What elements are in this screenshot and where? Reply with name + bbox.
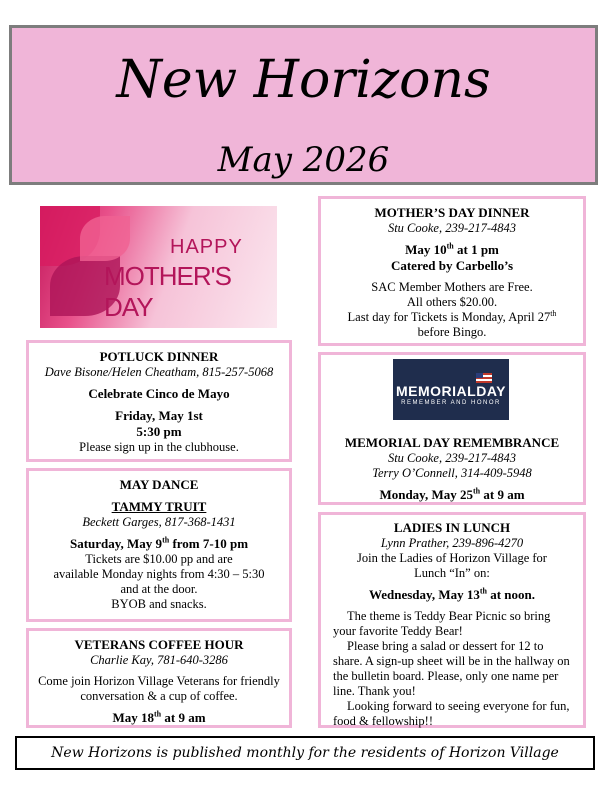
dance-line2: available Monday nights from 4:30 – 5:30	[53, 567, 265, 581]
potluck-time: 5:30 pm	[136, 424, 182, 439]
potluck-heading: POTLUCK DINNER	[99, 349, 219, 364]
potluck-theme: Celebrate Cinco de Mayo	[88, 386, 230, 401]
ladies-paragraph-3: Looking forward to seeing everyone for fun, food & fellowship!!	[333, 699, 570, 728]
memorial-contact-1: Stu Cooke, 239-217-4843	[387, 451, 517, 465]
photo-text-happy: HAPPY	[170, 236, 243, 258]
american-flag-icon	[476, 373, 492, 383]
ladies-line1: Join the Ladies of Horizon Village for	[357, 551, 547, 565]
mothers-day-line1: SAC Member Mothers are Free.	[371, 280, 533, 294]
potluck-date: Friday, May 1st	[115, 408, 203, 423]
ladies-heading: LADIES IN LUNCH	[393, 520, 511, 535]
potluck-dinner-card	[26, 340, 292, 462]
mothers-day-dinner-card	[318, 196, 586, 346]
happy-mothers-day-image	[40, 206, 277, 328]
newsletter-title: New Horizons	[116, 50, 491, 110]
memorial-heading: MEMORIAL DAY REMEMBRANCE	[344, 435, 560, 450]
memorial-contact-2: Terry O’Connell, 314-409-5948	[372, 466, 532, 480]
ladies-line2: Lunch “In” on:	[414, 566, 490, 580]
mothers-day-line3: Last day for Tickets is Monday, April 27th	[347, 308, 557, 324]
mothers-day-contact: Stu Cooke, 239-217-4843	[387, 221, 517, 235]
dance-band: TAMMY TRUIT	[111, 499, 207, 514]
memorial-date: Monday, May 25th at 9 am	[379, 486, 525, 502]
veterans-line2: conversation & a cup of coffee.	[80, 689, 238, 703]
dance-heading: MAY DANCE	[119, 477, 199, 492]
veterans-line1: Come join Horizon Village Veterans for friendly	[38, 674, 280, 688]
ladies-in-lunch-card	[318, 512, 586, 728]
footer-note: New Horizons is published monthly for the residents of Horizon Village	[15, 736, 595, 770]
dance-contact: Beckett Garges, 817-368-1431	[82, 515, 236, 529]
dance-date: Saturday, May 9th from 7-10 pm	[69, 535, 249, 551]
mothers-day-line2: All others $20.00.	[406, 295, 498, 309]
potluck-note: Please sign up in the clubhouse.	[79, 440, 239, 454]
dance-line1: Tickets are $10.00 pp and are	[85, 552, 233, 566]
ladies-date: Wednesday, May 13th at noon.	[368, 586, 536, 602]
mothers-day-heading: MOTHER’S DAY DINNER	[374, 205, 530, 220]
potluck-contact: Dave Bisone/Helen Cheatham, 815-257-5068	[44, 365, 274, 379]
veterans-heading: VETERANS COFFEE HOUR	[74, 637, 244, 652]
dance-line3: and at the door.	[120, 582, 198, 596]
may-dance-card	[26, 468, 292, 622]
masthead-banner	[9, 25, 598, 185]
ladies-paragraph-1: The theme is Teddy Bear Picnic so bring your favorite Teddy Bear!	[333, 609, 551, 638]
photo-text-mothers-day: MOTHER'S DAY	[104, 261, 231, 322]
mothers-day-line4: before Bingo.	[417, 325, 487, 339]
memorial-day-logo	[393, 359, 509, 420]
veterans-date: May 18th at 9 am	[112, 709, 206, 725]
mothers-day-caterer: Catered by Carbello’s	[390, 258, 514, 273]
memorial-logo-subtitle: REMEMBER AND HONOR	[401, 400, 501, 406]
ladies-contact: Lynn Prather, 239-896-4270	[380, 536, 524, 550]
issue-date: May 2026	[217, 140, 390, 180]
memorial-logo-title: MEMORIALDAY	[396, 383, 506, 399]
mothers-day-date: May 10th at 1 pm	[405, 241, 499, 257]
dance-line4: BYOB and snacks.	[111, 597, 207, 611]
veterans-coffee-card	[26, 628, 292, 728]
veterans-contact: Charlie Kay, 781-640-3286	[90, 653, 228, 667]
ladies-paragraph-2: Please bring a salad or dessert for 12 to share. A sign-up sheet will be in the hallway on the bulletin board. Please, only one name per line. Thank you!	[333, 639, 570, 698]
